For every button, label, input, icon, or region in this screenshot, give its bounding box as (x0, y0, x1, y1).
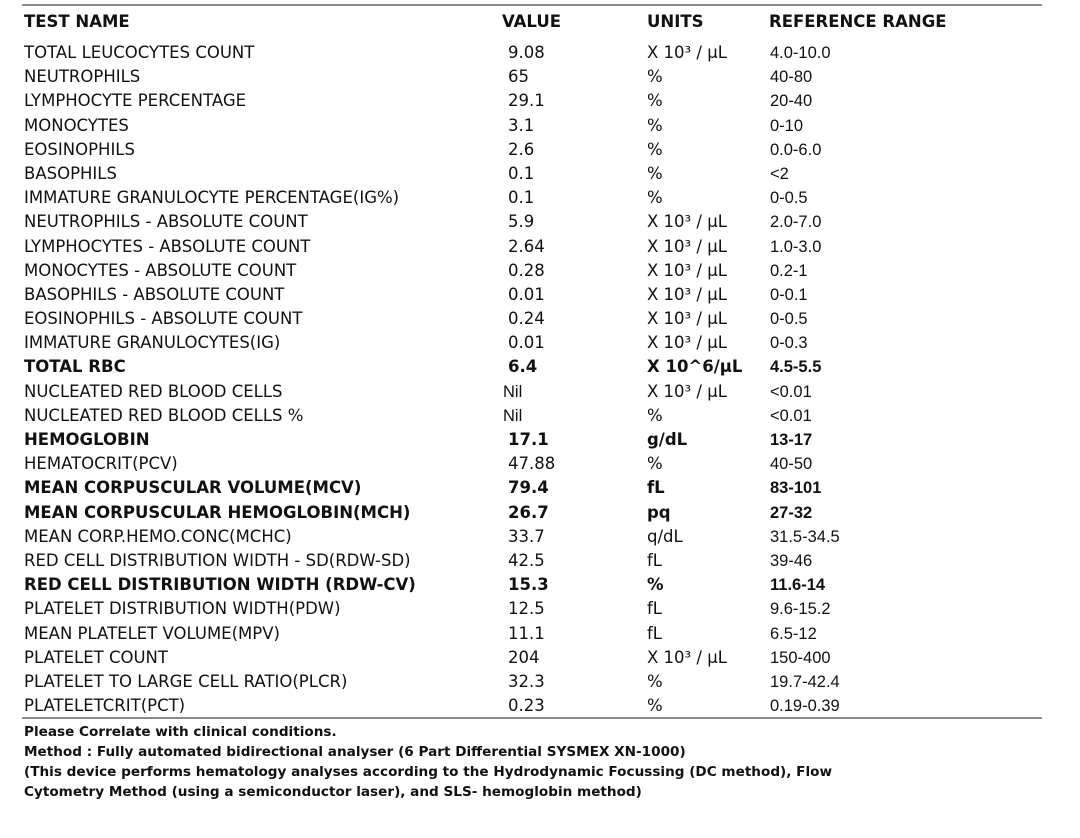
value-cell: 79.4 (508, 478, 549, 498)
units-cell: X 10³ / µL (647, 309, 727, 329)
table-row (22, 551, 1042, 575)
table-row (22, 43, 1042, 67)
reference-range-cell: 4.5-5.5 (770, 358, 822, 377)
reference-range-cell: 0.2-1 (770, 261, 808, 280)
test-name-cell: RED CELL DISTRIBUTION WIDTH - SD(RDW-SD) (24, 550, 411, 570)
units-cell: % (647, 405, 663, 425)
value-cell: 0.01 (508, 333, 545, 353)
table-row (22, 91, 1042, 115)
header-value: VALUE (502, 12, 562, 31)
value-cell: 47.88 (508, 454, 556, 474)
value-cell: 2.6 (508, 139, 535, 159)
units-cell: X 10³ / µL (647, 284, 727, 304)
value-cell: 9.08 (508, 43, 545, 62)
reference-range-cell: 0-0.5 (770, 189, 808, 208)
table-row (22, 212, 1042, 236)
header-test-name: TEST NAME (24, 12, 130, 31)
units-cell: X 10³ / µL (647, 647, 727, 667)
units-cell: X 10³ / µL (647, 260, 727, 280)
test-name-cell: EOSINOPHILS - ABSOLUTE COUNT (24, 309, 303, 329)
value-cell: 0.1 (508, 188, 535, 208)
table-row (22, 454, 1042, 478)
units-cell: % (647, 163, 663, 183)
note-correlate: Please Correlate with clinical conditions. (24, 724, 337, 740)
reference-range-cell: 0.0-6.0 (770, 140, 822, 159)
test-name-cell: HEMATOCRIT(PCV) (24, 454, 178, 474)
test-name-cell: NEUTROPHILS (24, 67, 141, 87)
test-name-cell: BASOPHILS - ABSOLUTE COUNT (24, 284, 285, 304)
table-row (22, 140, 1042, 164)
units-cell: X 10³ / µL (647, 333, 727, 353)
value-cell: Nil (503, 382, 523, 401)
test-name-cell: BASOPHILS (24, 163, 117, 183)
test-name-cell: NUCLEATED RED BLOOD CELLS (24, 381, 283, 401)
header-reference-range: REFERENCE RANGE (769, 12, 947, 31)
test-name-cell: HEMOGLOBIN (24, 430, 150, 449)
value-cell: 15.3 (508, 575, 549, 595)
bottom-divider (22, 717, 1042, 719)
test-name-cell: IMMATURE GRANULOCYTES(IG) (24, 333, 281, 353)
test-name-cell: MEAN CORPUSCULAR HEMOGLOBIN(MCH) (24, 502, 411, 522)
test-name-cell: MEAN PLATELET VOLUME(MPV) (24, 623, 280, 643)
value-cell: 0.01 (508, 284, 545, 304)
test-name-cell: NEUTROPHILS - ABSOLUTE COUNT (24, 212, 308, 232)
test-name-cell: MONOCYTES - ABSOLUTE COUNT (24, 260, 297, 280)
value-cell: 11.1 (508, 623, 545, 643)
reference-range-cell: 0.19-0.39 (770, 697, 840, 716)
table-row (22, 527, 1042, 551)
table-row (22, 261, 1042, 285)
reference-range-cell: 4.0-10.0 (770, 44, 831, 62)
units-cell: % (647, 454, 663, 474)
table-row (22, 575, 1042, 599)
reference-range-cell: 0-10 (770, 116, 804, 135)
units-cell: % (647, 696, 663, 716)
value-cell: 29.1 (508, 91, 545, 111)
reference-range-cell: 0-0.5 (770, 310, 808, 329)
value-cell: 0.28 (508, 260, 545, 280)
header-units: UNITS (647, 12, 704, 31)
reference-range-cell: 9.6-15.2 (770, 600, 831, 619)
units-cell: % (647, 91, 663, 111)
reference-range-cell: 27-32 (770, 503, 813, 522)
table-row (22, 406, 1042, 430)
reference-range-cell: <2 (770, 164, 789, 183)
reference-range-cell: 31.5-34.5 (770, 527, 840, 546)
test-name-cell: PLATELETCRIT(PCT) (24, 696, 186, 716)
test-name-cell: PLATELET COUNT (24, 647, 168, 667)
note-cytometry: Cytometry Method (using a semiconductor laser), and SLS- hemoglobin method) (24, 784, 642, 800)
units-cell: % (647, 671, 663, 691)
test-name-cell: EOSINOPHILS (24, 139, 135, 159)
reference-range-cell: 0-0.1 (770, 285, 808, 304)
units-cell: fL (647, 550, 663, 570)
value-cell: 33.7 (508, 526, 545, 546)
table-row (22, 357, 1042, 381)
reference-range-cell: <0.01 (770, 382, 812, 401)
value-cell: 12.5 (508, 599, 545, 619)
table-row (22, 430, 1042, 454)
test-name-cell: RED CELL DISTRIBUTION WIDTH (RDW-CV) (24, 575, 416, 595)
test-name-cell: PLATELET DISTRIBUTION WIDTH(PDW) (24, 599, 341, 619)
reference-range-cell: 40-80 (770, 68, 813, 87)
table-row (22, 672, 1042, 696)
units-cell: g/dL (647, 430, 688, 449)
table-row (22, 285, 1042, 309)
test-name-cell: TOTAL RBC (24, 357, 126, 377)
reference-range-cell: <0.01 (770, 406, 812, 425)
units-cell: % (647, 139, 663, 159)
value-cell: 42.5 (508, 550, 545, 570)
units-cell: X 10³ / µL (647, 236, 727, 256)
table-row (22, 164, 1042, 188)
reference-range-cell: 150-400 (770, 648, 831, 667)
value-cell: 6.4 (508, 357, 538, 377)
table-row (22, 648, 1042, 672)
reference-range-cell: 11.6-14 (770, 576, 826, 595)
units-cell: fL (647, 478, 665, 498)
units-cell: fL (647, 623, 663, 643)
units-cell: % (647, 115, 663, 135)
table-row (22, 188, 1042, 212)
table-row (22, 333, 1042, 357)
units-cell: fL (647, 599, 663, 619)
value-cell: 65 (508, 67, 529, 87)
reference-range-cell: 0-0.3 (770, 334, 808, 353)
reference-range-cell: 40-50 (770, 455, 813, 474)
table-row (22, 309, 1042, 333)
test-name-cell: TOTAL LEUCOCYTES COUNT (24, 43, 255, 62)
units-cell: % (647, 67, 663, 87)
reference-range-cell: 2.0-7.0 (770, 213, 822, 232)
test-name-cell: LYMPHOCYTE PERCENTAGE (24, 91, 247, 111)
units-cell: X 10³ / µL (647, 43, 727, 62)
table-row (22, 599, 1042, 623)
value-cell: 2.64 (508, 236, 545, 256)
value-cell: 0.23 (508, 696, 545, 716)
table-row (22, 67, 1042, 91)
units-cell: X 10³ / µL (647, 381, 727, 401)
reference-range-cell: 20-40 (770, 92, 813, 111)
value-cell: 5.9 (508, 212, 535, 232)
value-cell: 17.1 (508, 430, 549, 449)
results-table (22, 43, 1042, 720)
value-cell: 0.1 (508, 163, 535, 183)
value-cell: 0.24 (508, 309, 545, 329)
reference-range-cell: 13-17 (770, 431, 813, 449)
reference-range-cell: 6.5-12 (770, 624, 817, 643)
value-cell: 26.7 (508, 502, 549, 522)
table-row (22, 478, 1042, 502)
table-row (22, 503, 1042, 527)
units-cell: X 10^6/µL (647, 357, 743, 377)
table-row (22, 382, 1042, 406)
test-name-cell: MONOCYTES (24, 115, 129, 135)
test-name-cell: PLATELET TO LARGE CELL RATIO(PLCR) (24, 671, 348, 691)
units-cell: pq (647, 502, 671, 522)
test-name-cell: NUCLEATED RED BLOOD CELLS % (24, 405, 304, 425)
value-cell: 204 (508, 647, 540, 667)
units-cell: % (647, 575, 664, 595)
test-name-cell: MEAN CORP.HEMO.CONC(MCHC) (24, 526, 292, 546)
reference-range-cell: 83-101 (770, 479, 822, 498)
note-method: Method : Fully automated bidirectional analyser (6 Part Differential SYSMEX XN-1000) (24, 744, 686, 760)
reference-range-cell: 19.7-42.4 (770, 672, 840, 691)
units-cell: q/dL (647, 526, 683, 546)
test-name-cell: IMMATURE GRANULOCYTE PERCENTAGE(IG%) (24, 188, 400, 208)
units-cell: X 10³ / µL (647, 212, 727, 232)
reference-range-cell: 1.0-3.0 (770, 237, 822, 256)
value-cell: 32.3 (508, 671, 545, 691)
test-name-cell: LYMPHOCYTES - ABSOLUTE COUNT (24, 236, 311, 256)
table-row (22, 116, 1042, 140)
table-header (22, 12, 1042, 36)
reference-range-cell: 39-46 (770, 551, 813, 570)
top-divider (22, 4, 1042, 6)
report-notes (24, 722, 1034, 802)
test-name-cell: MEAN CORPUSCULAR VOLUME(MCV) (24, 478, 362, 498)
note-device: (This device performs hematology analyses according to the Hydrodynamic Focussing (DC method), Flow (24, 764, 833, 780)
table-row (22, 624, 1042, 648)
value-cell: 3.1 (508, 115, 535, 135)
value-cell: Nil (503, 406, 523, 425)
table-row (22, 237, 1042, 261)
units-cell: % (647, 188, 663, 208)
